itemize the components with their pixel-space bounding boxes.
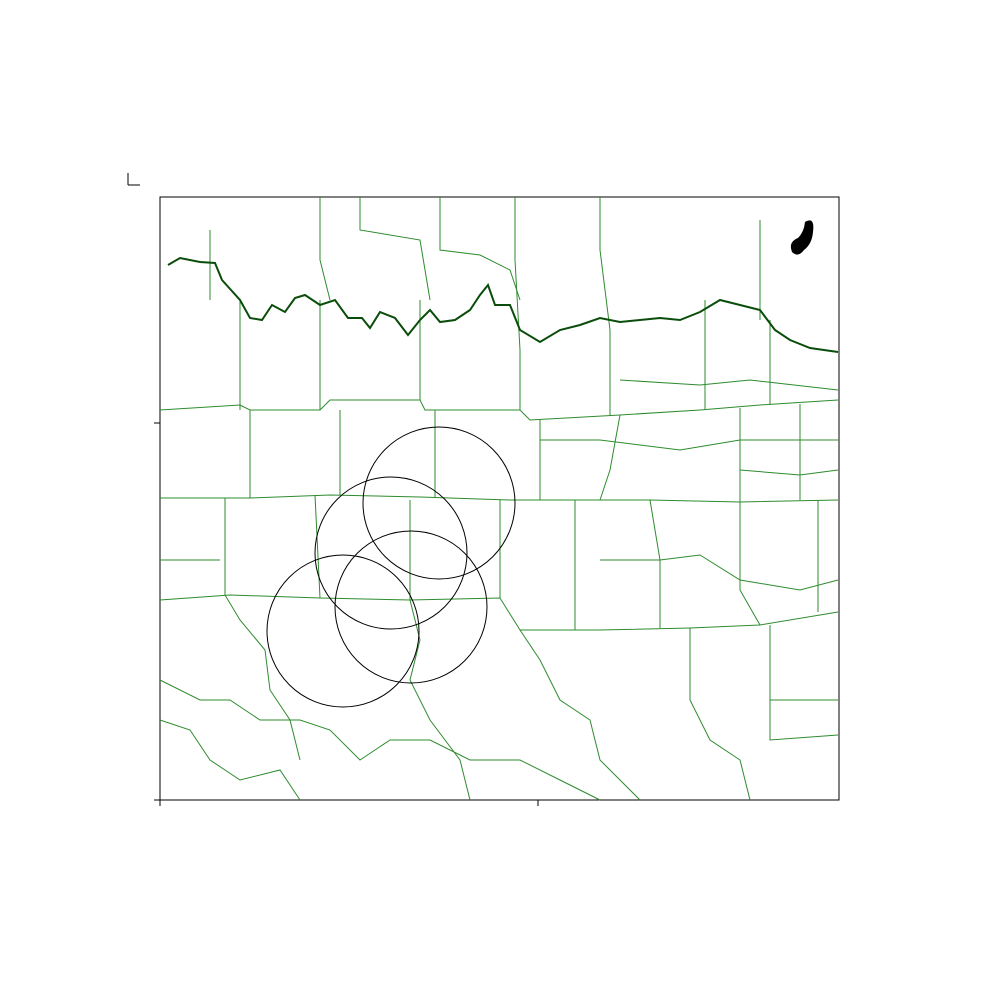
vector-scale-icon [128,173,140,185]
plot-frame [160,197,839,800]
